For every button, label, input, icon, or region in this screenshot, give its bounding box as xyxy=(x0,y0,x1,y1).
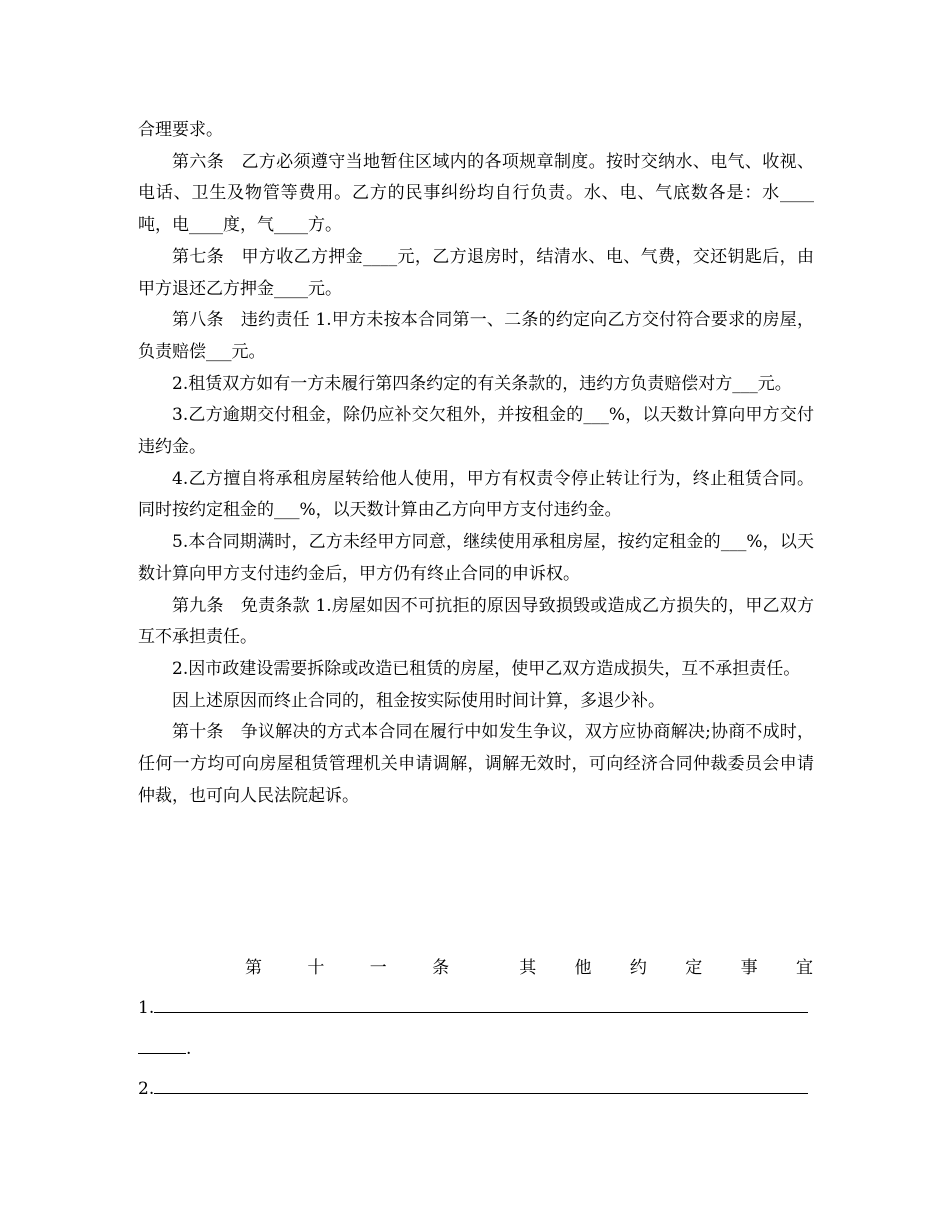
paragraph: 合理要求。 xyxy=(138,120,223,140)
heading-char: 一 xyxy=(369,958,387,978)
article-11-title xyxy=(519,952,813,984)
item-2-line xyxy=(138,1073,808,1105)
article-11-number xyxy=(245,952,449,984)
paragraph: 2.因市政建设需要拆除或改造已租赁的房屋，使甲乙双方造成损失，互不承担责任。 xyxy=(172,658,801,679)
heading-char: 第 xyxy=(245,958,262,978)
paragraph: 第十条 争议解决的方式本合同在履行中如发生争议，双方应协商解决;协商不成时，任何一方均可向房屋租赁管理机关申请调解，调解无效时，可向经济合同仲裁委员会申请仲裁，也可向人民法院起诉。 xyxy=(138,722,814,806)
paragraph: 第九条 免责条款 1.房屋如因不可抗拒的原因导致损毁或造成乙方损失的，甲乙双方互不承担责任。 xyxy=(138,595,814,648)
fill-in-blank xyxy=(154,1073,808,1094)
item-2-label: 2. xyxy=(138,1079,155,1099)
fill-in-blank xyxy=(138,1033,186,1054)
heading-char: 事 xyxy=(740,958,758,978)
article-11-heading xyxy=(245,952,813,984)
paragraph: 2.租赁双方如有一方未履行第四条约定的有关条款的，违约方负责赔偿对方___元。 xyxy=(172,373,792,394)
item-1-end: . xyxy=(186,1039,192,1059)
heading-char: 宜 xyxy=(795,958,813,978)
contract-body xyxy=(138,115,814,812)
paragraph: 4.乙方擅自将承租房屋转给他人使用，甲方有权责令停止转让行为，终止租赁合同。同时按约定租金的___%，以天数计算由乙方向甲方支付违约金。 xyxy=(138,468,814,521)
fill-in-blank xyxy=(154,992,808,1013)
paragraph: 因上述原因而终止合同的，租金按实际使用时间计算，多退少补。 xyxy=(172,690,665,711)
heading-char: 条 xyxy=(432,958,450,978)
heading-char: 约 xyxy=(629,958,647,978)
paragraph: 5.本合同期满时，乙方未经甲方同意，继续使用承租房屋，按约定租金的___%，以天数计算向甲方支付违约金后，甲方仍有终止合同的申诉权。 xyxy=(138,532,814,584)
item-1-line xyxy=(138,992,808,1024)
heading-char: 定 xyxy=(685,958,703,978)
heading-char: 其 xyxy=(519,958,537,978)
paragraph: 第七条 甲方收乙方押金____元，乙方退房时，结清水、电、气费，交还钥匙后，由甲方退还乙方押金____元。 xyxy=(138,246,814,299)
paragraph: 第六条 乙方必须遵守当地暂住区域内的各项规章制度。按时交纳水、电气、收视、电话、卫生及物管等费用。乙方的民事纠纷均自行负责。水、电、气底数各是：水____吨，电____度，气____方。 xyxy=(138,151,814,236)
item-1-label: 1. xyxy=(138,998,155,1018)
heading-char: 他 xyxy=(574,958,592,978)
paragraph: 3.乙方逾期交付租金，除仍应补交欠租外，并按租金的___%，以天数计算向甲方交付违约金。 xyxy=(138,405,814,458)
paragraph: 第八条 违约责任 1.甲方未按本合同第一、二条的约定向乙方交付符合要求的房屋，负责赔偿___元。 xyxy=(138,310,814,362)
item-1-continuation xyxy=(138,1033,191,1065)
heading-char: 十 xyxy=(307,958,325,978)
